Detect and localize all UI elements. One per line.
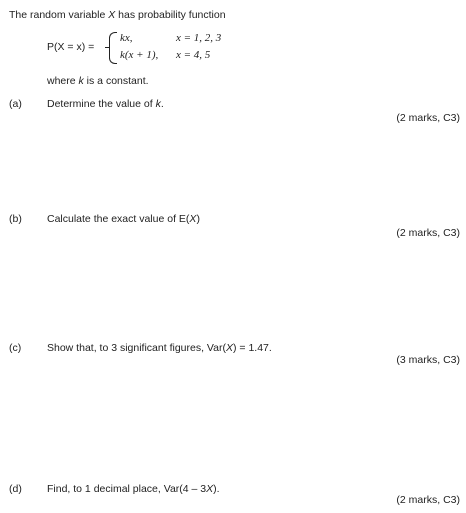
intro-variable: X — [108, 9, 116, 21]
question-text-pre: Show that, to 3 significant figures, Var( — [47, 342, 226, 354]
question-variable: X — [225, 342, 233, 354]
constant-note — [47, 75, 149, 87]
piecewise-brace — [109, 32, 117, 64]
question-text-pre: Find, to 1 decimal place, Var(4 – 3 — [47, 483, 207, 495]
question-variable: k — [155, 98, 161, 110]
case1-expression: kx, — [120, 32, 133, 44]
question-text-pre: Calculate the exact value of E( — [47, 213, 190, 225]
question-text — [47, 98, 164, 110]
case2-expression: k(x + 1), — [120, 49, 159, 61]
constant-text-end: is a constant. — [83, 75, 149, 87]
marks-label: (2 marks, C3) — [396, 112, 460, 124]
question-text-post: . — [160, 98, 164, 110]
case2-condition: x = 4, 5 — [176, 49, 211, 61]
question-text-post: ) = 1.47. — [233, 342, 272, 354]
intro-line — [9, 9, 226, 21]
question-variable: X — [206, 483, 214, 495]
constant-variable: k — [78, 75, 84, 87]
question-text — [47, 213, 200, 225]
marks-label: (2 marks, C3) — [396, 494, 460, 506]
intro-text: The random variable — [9, 9, 109, 21]
part-label: (c) — [9, 342, 22, 354]
question-text — [47, 342, 272, 354]
part-label: (b) — [9, 213, 22, 225]
constant-text: where — [47, 75, 79, 87]
pf-label: P(X = x) = — [47, 41, 95, 53]
part-label: (d) — [9, 483, 22, 495]
marks-label: (3 marks, C3) — [396, 354, 460, 366]
question-text — [47, 483, 220, 495]
question-variable: X — [189, 213, 197, 225]
question-text-post: ) — [196, 213, 200, 225]
case1-condition: x = 1, 2, 3 — [176, 32, 222, 44]
question-text-pre: Determine the value of — [47, 98, 156, 110]
marks-label: (2 marks, C3) — [396, 227, 460, 239]
part-label: (a) — [9, 98, 22, 110]
question-text-post: ). — [213, 483, 220, 495]
intro-text-end: has probability function — [115, 9, 226, 21]
